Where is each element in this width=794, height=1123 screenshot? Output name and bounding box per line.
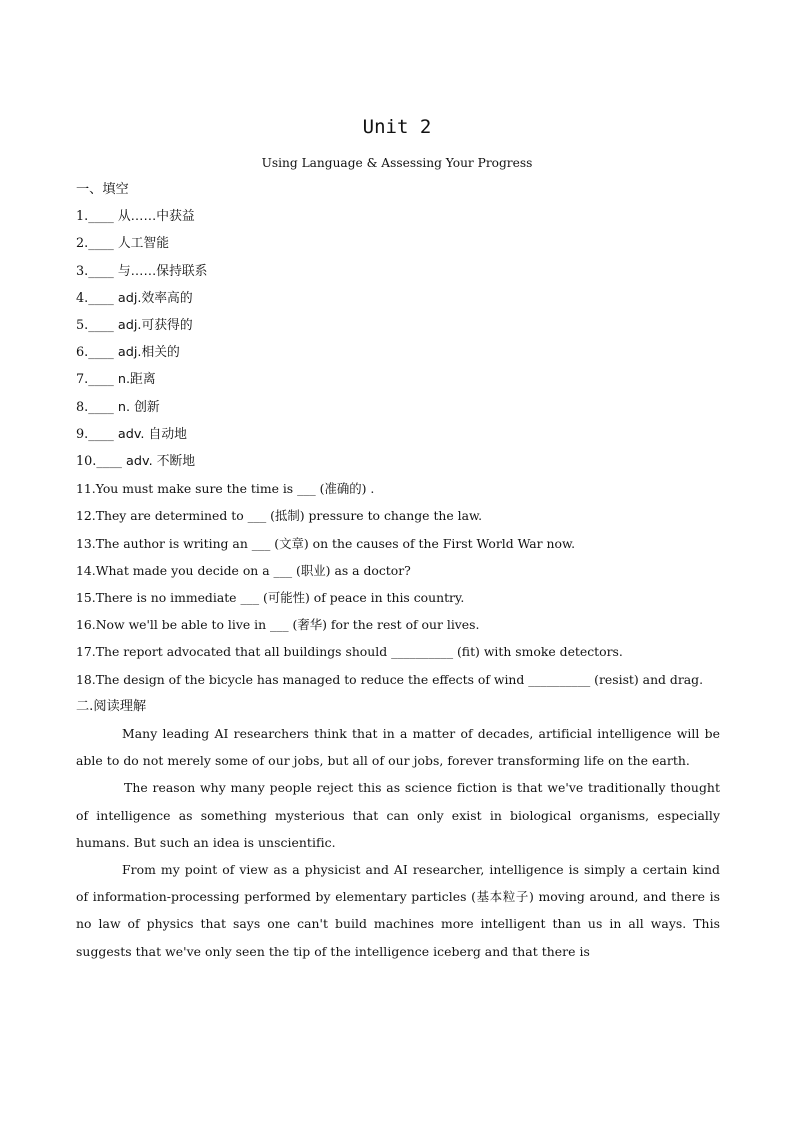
item-sentence: They are determined to ___ (抵制) pressure to change the law. (95, 508, 483, 524)
item-sentence: Now we'll be able to live in ___ (奢华) for the rest of our lives. (95, 617, 480, 633)
item-sentence: The author is writing an ___ (文章) on the causes of the First World War now. (95, 535, 576, 551)
item-prompt: adj.相关的 (113, 345, 180, 361)
answer-blank: ____ (96, 454, 122, 470)
item-sentence: The design of the bicycle has managed to reduce the effects of wind __________ (resist) and drag. (95, 671, 704, 687)
reading-paragraph: From my point of view as a physicist and AI researcher, intelligence is simply a certain kind of information-processing performed by elementary particles (基本粒子) moving around, and there is no law of physics that says one can't build machines more intelligent than us in all ways. This suggests that we've only seen the tip of the intelligence iceberg and that there is (76, 862, 720, 959)
item-number: 15. (76, 590, 96, 606)
page-title: Unit 2 (362, 116, 432, 138)
item-number: 16. (76, 617, 96, 633)
item-number: 18. (76, 671, 96, 687)
vocab-item (76, 394, 720, 421)
item-prompt: adj.可获得的 (113, 318, 193, 334)
answer-blank: ____ (88, 372, 114, 388)
reading-paragraph: Many leading AI researchers think that in a matter of decades, artificial intelligence will be able to do not merely some of our jobs, but all of our jobs, forever transforming life on the earth. (76, 726, 720, 769)
item-number: 14. (76, 562, 96, 578)
answer-blank: ____ (88, 263, 114, 279)
item-number: 5. (76, 318, 89, 334)
item-sentence: The report advocated that all buildings should __________ (fit) with smoke detectors. (95, 644, 623, 660)
sentence-item (76, 475, 720, 502)
vocab-item (76, 203, 720, 230)
item-prompt: 从……中获益 (113, 209, 195, 225)
section-heading-reading: 二.阅读理解 (76, 698, 147, 714)
sentence-item (76, 557, 720, 584)
item-prompt: adv. 自动地 (113, 426, 187, 442)
worksheet-content (76, 176, 720, 965)
item-number: 6. (76, 345, 89, 361)
vocab-item (76, 312, 720, 339)
vocab-item (76, 448, 720, 475)
item-number: 13. (76, 535, 96, 551)
reading-paragraph: The reason why many people reject this as science fiction is that we've traditionally thought of intelligence as something mysterious that can only exist in biological organisms, especially humans. But such an idea is unscientific. (76, 780, 720, 850)
item-number: 3. (76, 263, 89, 279)
item-prompt: 与……保持联系 (113, 263, 208, 279)
item-prompt: adj.效率高的 (113, 290, 193, 306)
item-sentence: You must make sure the time is ___ (准确的) . (95, 481, 375, 497)
item-number: 11. (76, 481, 96, 497)
vocab-item (76, 285, 720, 312)
section-heading-fill-in: 一、填空 (76, 182, 129, 197)
answer-blank: ____ (88, 399, 114, 415)
sentence-item (76, 666, 720, 693)
sentence-item (76, 638, 720, 665)
item-prompt: n. 创新 (113, 399, 160, 415)
sentence-item (76, 611, 720, 638)
vocab-item (76, 258, 720, 285)
answer-blank: ____ (88, 236, 114, 252)
sentence-item (76, 502, 720, 529)
item-number: 4. (76, 290, 89, 306)
page-subtitle: Using Language & Assessing Your Progress (261, 156, 533, 170)
answer-blank: ____ (88, 318, 114, 334)
item-number: 1. (76, 209, 89, 225)
vocab-item (76, 230, 720, 257)
answer-blank: ____ (88, 290, 114, 306)
item-number: 10. (76, 454, 97, 470)
item-number: 2. (76, 236, 89, 252)
vocab-item (76, 339, 720, 366)
sentence-item (76, 530, 720, 557)
vocab-item (76, 421, 720, 448)
item-sentence: What made you decide on a ___ (职业) as a doctor? (95, 562, 411, 578)
item-prompt: adv. 不断地 (121, 454, 196, 470)
item-sentence: There is no immediate ___ (可能性) of peace in this country. (95, 590, 465, 606)
sentence-item (76, 584, 720, 611)
answer-blank: ____ (88, 345, 114, 361)
item-number: 7. (76, 372, 89, 388)
item-number: 12. (76, 508, 96, 524)
item-number: 8. (76, 399, 89, 415)
vocab-item (76, 366, 720, 393)
answer-blank: ____ (88, 209, 114, 225)
item-prompt: 人工智能 (113, 236, 170, 252)
item-number: 17. (76, 644, 96, 660)
answer-blank: ____ (88, 426, 114, 442)
item-number: 9. (76, 426, 89, 442)
item-prompt: n.距离 (113, 372, 156, 388)
